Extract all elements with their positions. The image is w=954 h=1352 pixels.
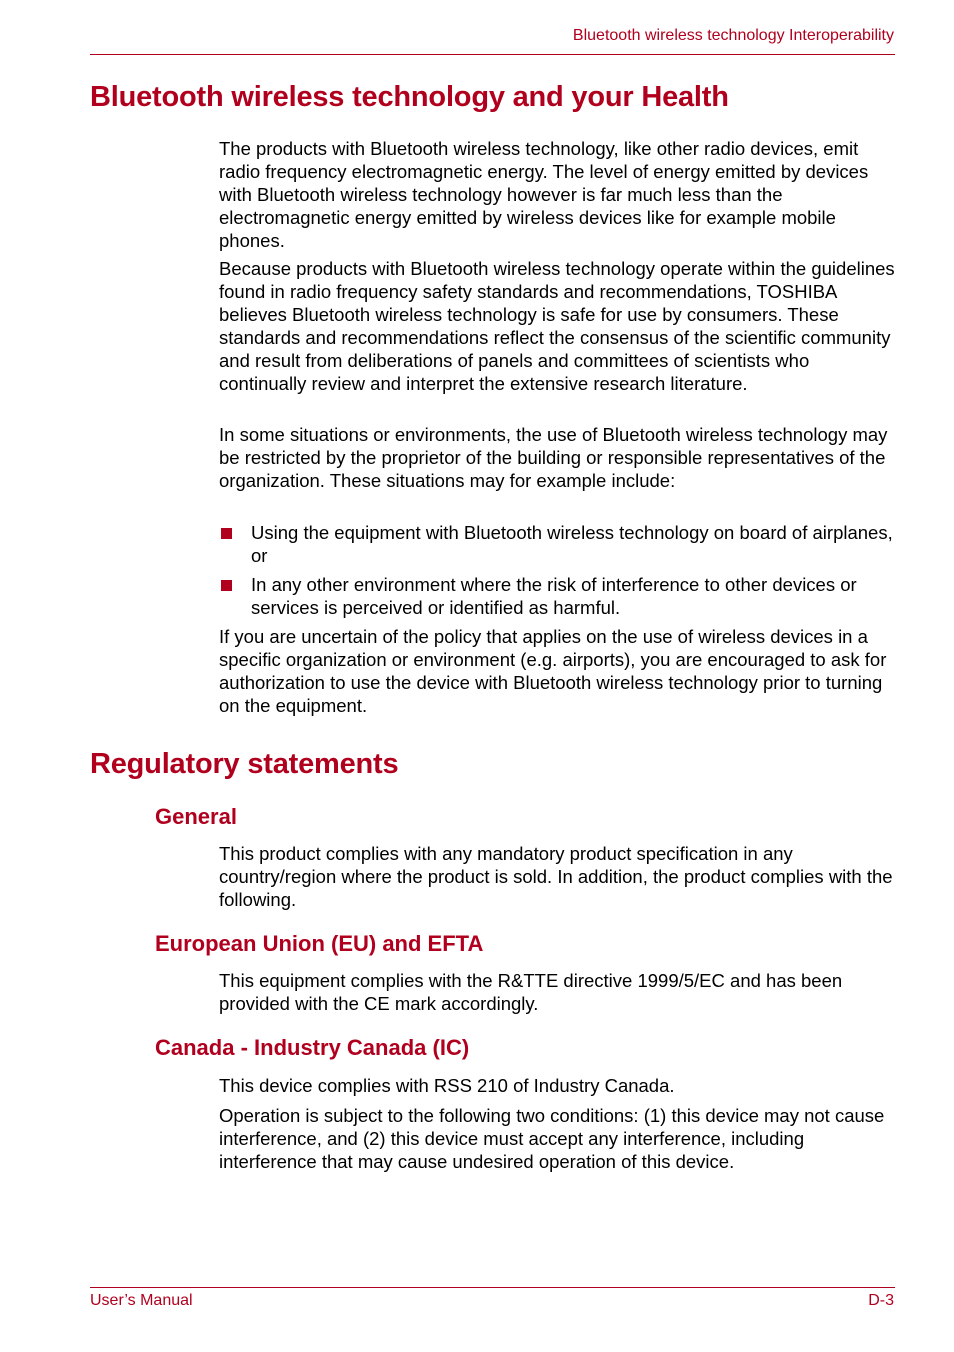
canada-ic-subheading: Canada - Industry Canada (IC) bbox=[155, 1035, 470, 1060]
bullet-square-icon bbox=[221, 580, 232, 591]
health-paragraph-1: The products with Bluetooth wireless technology, like other radio devices, emit radio frequency electromagnetic energy. The level of energy emitted by devices with Bluetooth wireless technology however is far much less than the electromagnetic energy emitted by wireless devices like for example mobile phones. bbox=[219, 138, 869, 251]
list-item bbox=[219, 574, 897, 620]
running-header: Bluetooth wireless technology Interoperability bbox=[572, 27, 894, 44]
general-paragraph: This product complies with any mandatory product specification in any country/region where the product is sold. In addition, the product complies with the following. bbox=[219, 843, 893, 910]
canada-paragraph-1: This device complies with RSS 210 of Industry Canada. bbox=[219, 1075, 675, 1096]
health-paragraph-3: In some situations or environments, the use of Bluetooth wireless technology may be restricted by the proprietor of the building or responsible representatives of the organization. These situations may for example include: bbox=[219, 424, 888, 491]
health-paragraph-4: If you are uncertain of the policy that applies on the use of wireless devices in a specific organization or environment (e.g. airports), you are encouraged to ask for authorization to use the device with Bluetooth wireless technology prior to turning on the equipment. bbox=[219, 626, 887, 716]
list-item bbox=[219, 522, 897, 568]
health-section-heading: Bluetooth wireless technology and your Health bbox=[90, 81, 729, 113]
bullet-square-icon bbox=[221, 528, 232, 539]
page-number: D-3 bbox=[868, 1292, 894, 1309]
canada-paragraph-2: Operation is subject to the following two conditions: (1) this device may not cause interference, and (2) this device must accept any interference, including interference that may cause undesired operation of this device. bbox=[219, 1105, 885, 1172]
general-subheading: General bbox=[155, 804, 237, 829]
eu-efta-paragraph: This equipment complies with the R&TTE directive 1999/5/EC and has been provided with the CE mark accordingly. bbox=[219, 970, 843, 1014]
header-divider bbox=[90, 54, 895, 55]
regulatory-section-heading: Regulatory statements bbox=[90, 748, 399, 780]
list-item-text: Using the equipment with Bluetooth wireless technology on board of airplanes, or bbox=[251, 522, 893, 566]
eu-efta-subheading: European Union (EU) and EFTA bbox=[155, 931, 484, 956]
footer-manual-title: User’s Manual bbox=[90, 1292, 193, 1309]
list-item-text: In any other environment where the risk of interference to other devices or services is perceived or identified as harmful. bbox=[251, 574, 857, 618]
health-paragraph-2: Because products with Bluetooth wireless technology operate within the guidelines found in radio frequency safety standards and recommendations, TOSHIBA believes Bluetooth wireless technology is safe for use by consumers. These standards and recommendations reflect the consensus of the scientific community and result from deliberations of panels and committees of scientists who continually review and interpret the extensive research literature. bbox=[219, 258, 895, 394]
footer-divider bbox=[90, 1287, 895, 1288]
